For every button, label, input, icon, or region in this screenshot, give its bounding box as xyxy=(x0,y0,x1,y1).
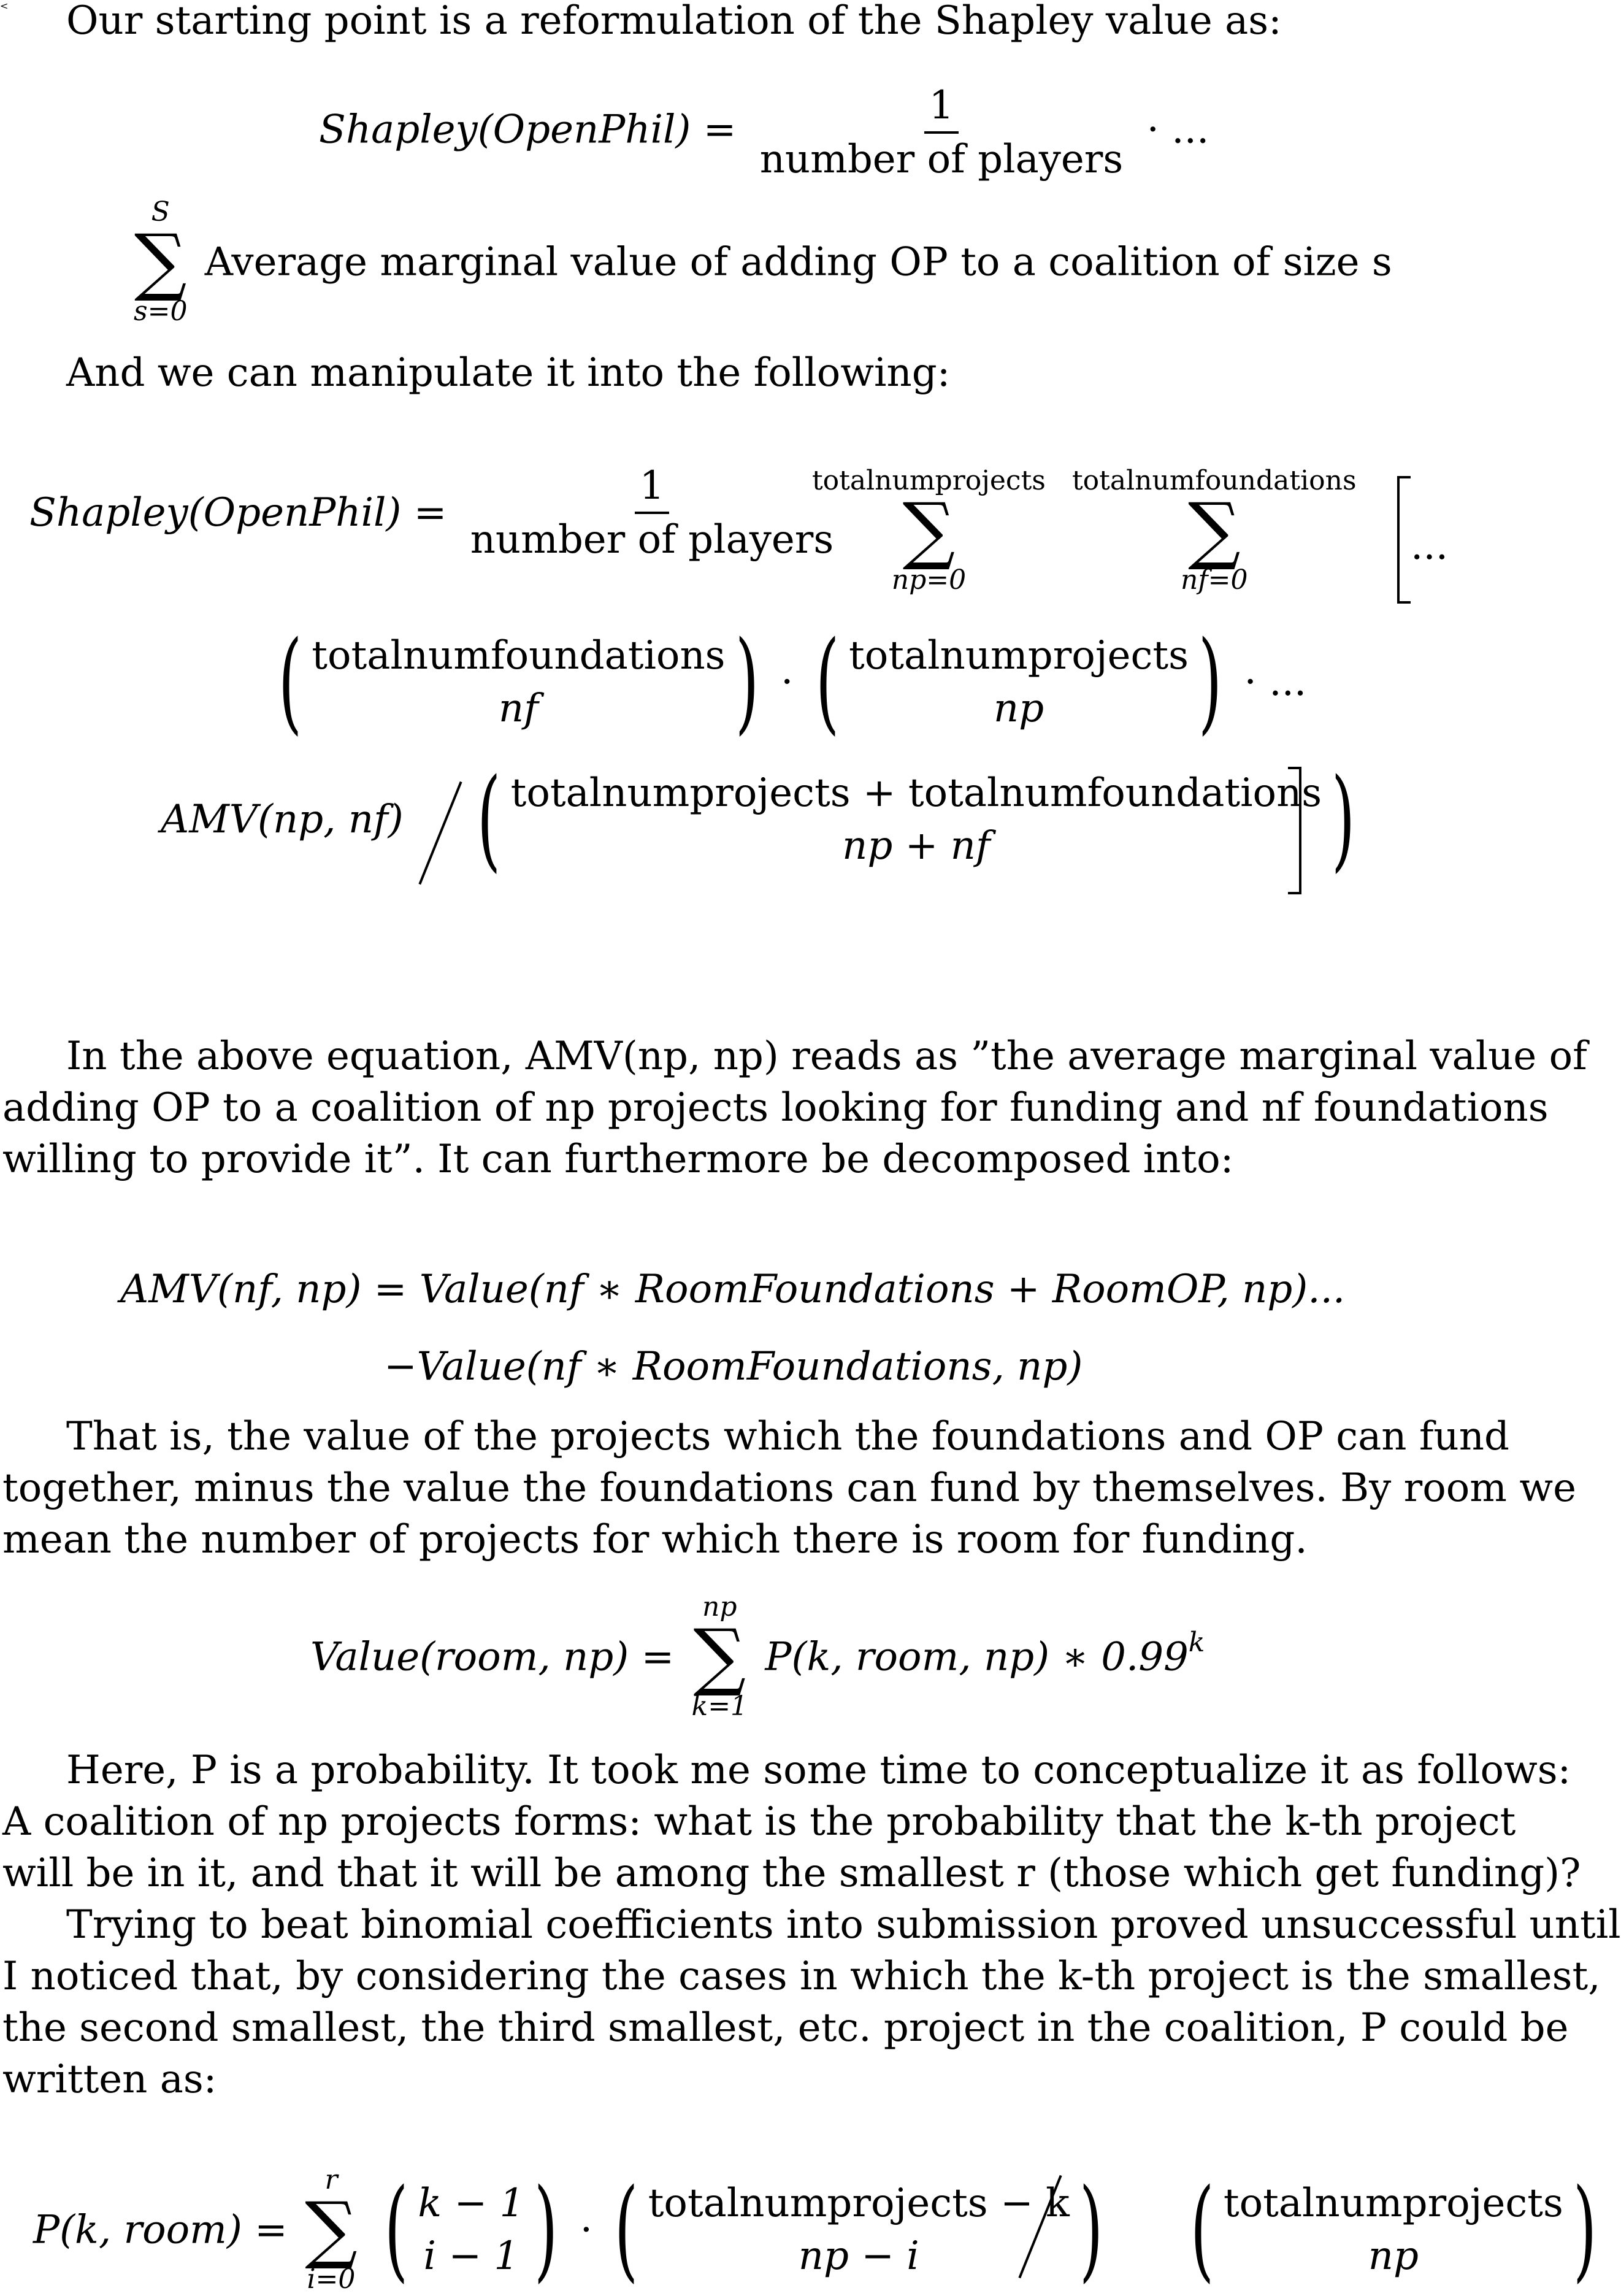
eq2-sum-1 xyxy=(807,466,1051,596)
paragraph-1-line: In the above equation, AMV(np, np) reads as ”the average marginal value of xyxy=(66,1034,1587,1079)
equation-3-line-2: −Value(nf ∗ RoomFoundations, np) xyxy=(384,1344,1083,1389)
eq2-sum1-upper: totalnumprojects xyxy=(812,465,1046,496)
manipulate-text: And we can manipulate it into the following: xyxy=(66,350,951,396)
paragraph-3-line: A coalition of np projects forms: what is the probability that the k-th project xyxy=(2,1799,1516,1845)
eq1-fraction xyxy=(755,83,1129,182)
eq1-lhs: Shapley(OpenPhil) = xyxy=(319,107,737,153)
eq5-binomial-1: ( k − 1 i − 1 ) xyxy=(384,2165,558,2294)
eq4-exponent: k xyxy=(1188,1626,1205,1658)
eq1-sum-body: Average marginal value of adding OP to a coalition of size s xyxy=(204,239,1392,285)
paragraph-2 xyxy=(2,1411,1576,1565)
paragraph-4-line: written as: xyxy=(2,2057,217,2102)
eq2-dot: · xyxy=(781,659,794,705)
paragraph-3-line: Here, P is a probability. It took me some time to conceptualize it as follows: xyxy=(66,1748,1571,1793)
sigma-symbol: ∑ xyxy=(134,219,187,305)
equation-2-line-2 xyxy=(269,618,1307,746)
equation-2-line-1 xyxy=(29,463,845,562)
paragraph-2-line: together, minus the value the foundations can fund by themselves. By room we xyxy=(2,1465,1576,1511)
equation-1-sum xyxy=(129,198,1392,327)
paragraph-1-line: adding OP to a coalition of np projects looking for funding and nf foundations xyxy=(2,1085,1549,1131)
paragraph-3-line: will be in it, and that it will be among the smallest r (those which get funding)? xyxy=(2,1851,1581,1896)
paragraph-1-line: willing to provide it”. It can furthermore be decomposed into: xyxy=(2,1137,1234,1182)
eq5-binom1-bottom: i − 1 xyxy=(423,2233,519,2279)
sigma-symbol: ∑ xyxy=(1187,488,1241,574)
eq2-sum1-lower: np=0 xyxy=(891,564,967,596)
eq2-bracket-continuation: ... xyxy=(1411,523,1449,569)
eq5-binom1-top: k − 1 xyxy=(418,2181,525,2227)
eq2-numerator: 1 xyxy=(635,466,670,514)
eq4-summation xyxy=(692,1592,748,1722)
eq2-binom1-top: totalnumfoundations xyxy=(312,633,726,678)
eq1-numerator: 1 xyxy=(924,86,959,134)
paragraph-4 xyxy=(2,1899,1621,2105)
eq2-denominator: number of players xyxy=(470,517,834,562)
equation-5 xyxy=(33,2165,1606,2295)
eq5-binomial-2: ( totalnumprojects − k np − i ) xyxy=(615,2165,1103,2294)
sigma-symbol: ∑ xyxy=(902,488,956,574)
equation-1-main xyxy=(319,83,1209,182)
eq2-binomial-3: ( totalnumprojects + totalnumfoundations np + nf ) xyxy=(477,755,1355,883)
eq4-sum-lower: k=1 xyxy=(691,1691,748,1722)
open-bracket xyxy=(1397,476,1411,604)
eq5-binom2-top: totalnumprojects − k xyxy=(648,2181,1070,2227)
eq1-sum-lower: s=0 xyxy=(134,296,188,328)
eq1-continuation: · ... xyxy=(1146,107,1209,153)
eq2-binom2-top: totalnumprojects xyxy=(849,633,1189,678)
eq2-sum2-lower: nf=0 xyxy=(1181,564,1248,596)
eq5-binom2-bottom: np − i xyxy=(798,2233,919,2279)
paragraph-4-line: I noticed that, by considering the cases in which the k-th project is the smallest, xyxy=(2,1954,1601,1999)
eq2-sum-2 xyxy=(1067,466,1362,596)
eq4-body: P(k, room, np) ∗ 0.99 xyxy=(765,1634,1189,1680)
eq2-amv: AMV(np, nf) xyxy=(161,797,404,842)
sigma-symbol: ∑ xyxy=(693,1614,746,1700)
intro-text: Our starting point is a reformulation of the Shapley value as: xyxy=(66,0,1282,44)
sigma-symbol: ∑ xyxy=(305,2187,358,2273)
equation-3-line-1: AMV(nf, np) = Value(nf ∗ RoomFoundations + RoomOP, np)... xyxy=(120,1267,1346,1312)
eq2-binomial-1: ( totalnumfoundations nf ) xyxy=(278,618,759,746)
eq4-lhs: Value(room, np) = xyxy=(310,1634,675,1680)
equation-2-line-3 xyxy=(161,755,1365,883)
eq5-sum-lower: i=0 xyxy=(307,2263,356,2295)
eq2-binom2-bottom: np xyxy=(993,686,1044,731)
paragraph-1 xyxy=(2,1031,1587,1185)
eq2-binomial-2: ( totalnumprojects np ) xyxy=(815,618,1222,746)
eq2-sum2-upper: totalnumfoundations xyxy=(1072,465,1357,496)
eq4-sum-upper: np xyxy=(702,1591,737,1622)
equation-4 xyxy=(310,1592,1205,1722)
eq5-dot: · xyxy=(580,2207,593,2253)
paragraph-2-line: That is, the value of the projects which the foundations and OP can fund xyxy=(66,1414,1509,1459)
paragraph-4-line: Trying to beat binomial coefficients into submission proved unsuccessful until xyxy=(66,1902,1621,1948)
paragraph-3 xyxy=(2,1745,1581,1899)
eq2-fraction xyxy=(466,463,839,562)
eq5-sum-upper: r xyxy=(324,2164,338,2195)
paragraph-4-line: the second smallest, the third smallest, etc. project in the coalition, P could be xyxy=(2,2005,1569,2051)
eq2-lhs: Shapley(OpenPhil) = xyxy=(29,490,447,536)
eq2-binom1-bottom: nf xyxy=(498,686,538,731)
eq2-binom3-top: totalnumprojects + totalnumfoundations xyxy=(510,770,1322,816)
eq2-binom3-bottom: np + nf xyxy=(842,823,991,869)
eq5-binom3-top: totalnumprojects xyxy=(1223,2181,1563,2227)
eq5-lhs: P(k, room) = xyxy=(33,2207,288,2253)
eq2-line2-continuation: · ... xyxy=(1244,659,1307,705)
paragraph-2-line: mean the number of projects for which there is room for funding. xyxy=(2,1517,1308,1562)
eq1-denominator: number of players xyxy=(759,137,1124,182)
eq5-binom3-bottom: np xyxy=(1368,2233,1419,2279)
eq5-summation xyxy=(305,2165,358,2295)
eq1-sum-upper: S xyxy=(151,196,170,228)
eq1-summation xyxy=(134,198,187,327)
close-bracket xyxy=(1288,767,1301,894)
eq5-binomial-3: ( totalnumprojects np ) xyxy=(1190,2165,1597,2294)
